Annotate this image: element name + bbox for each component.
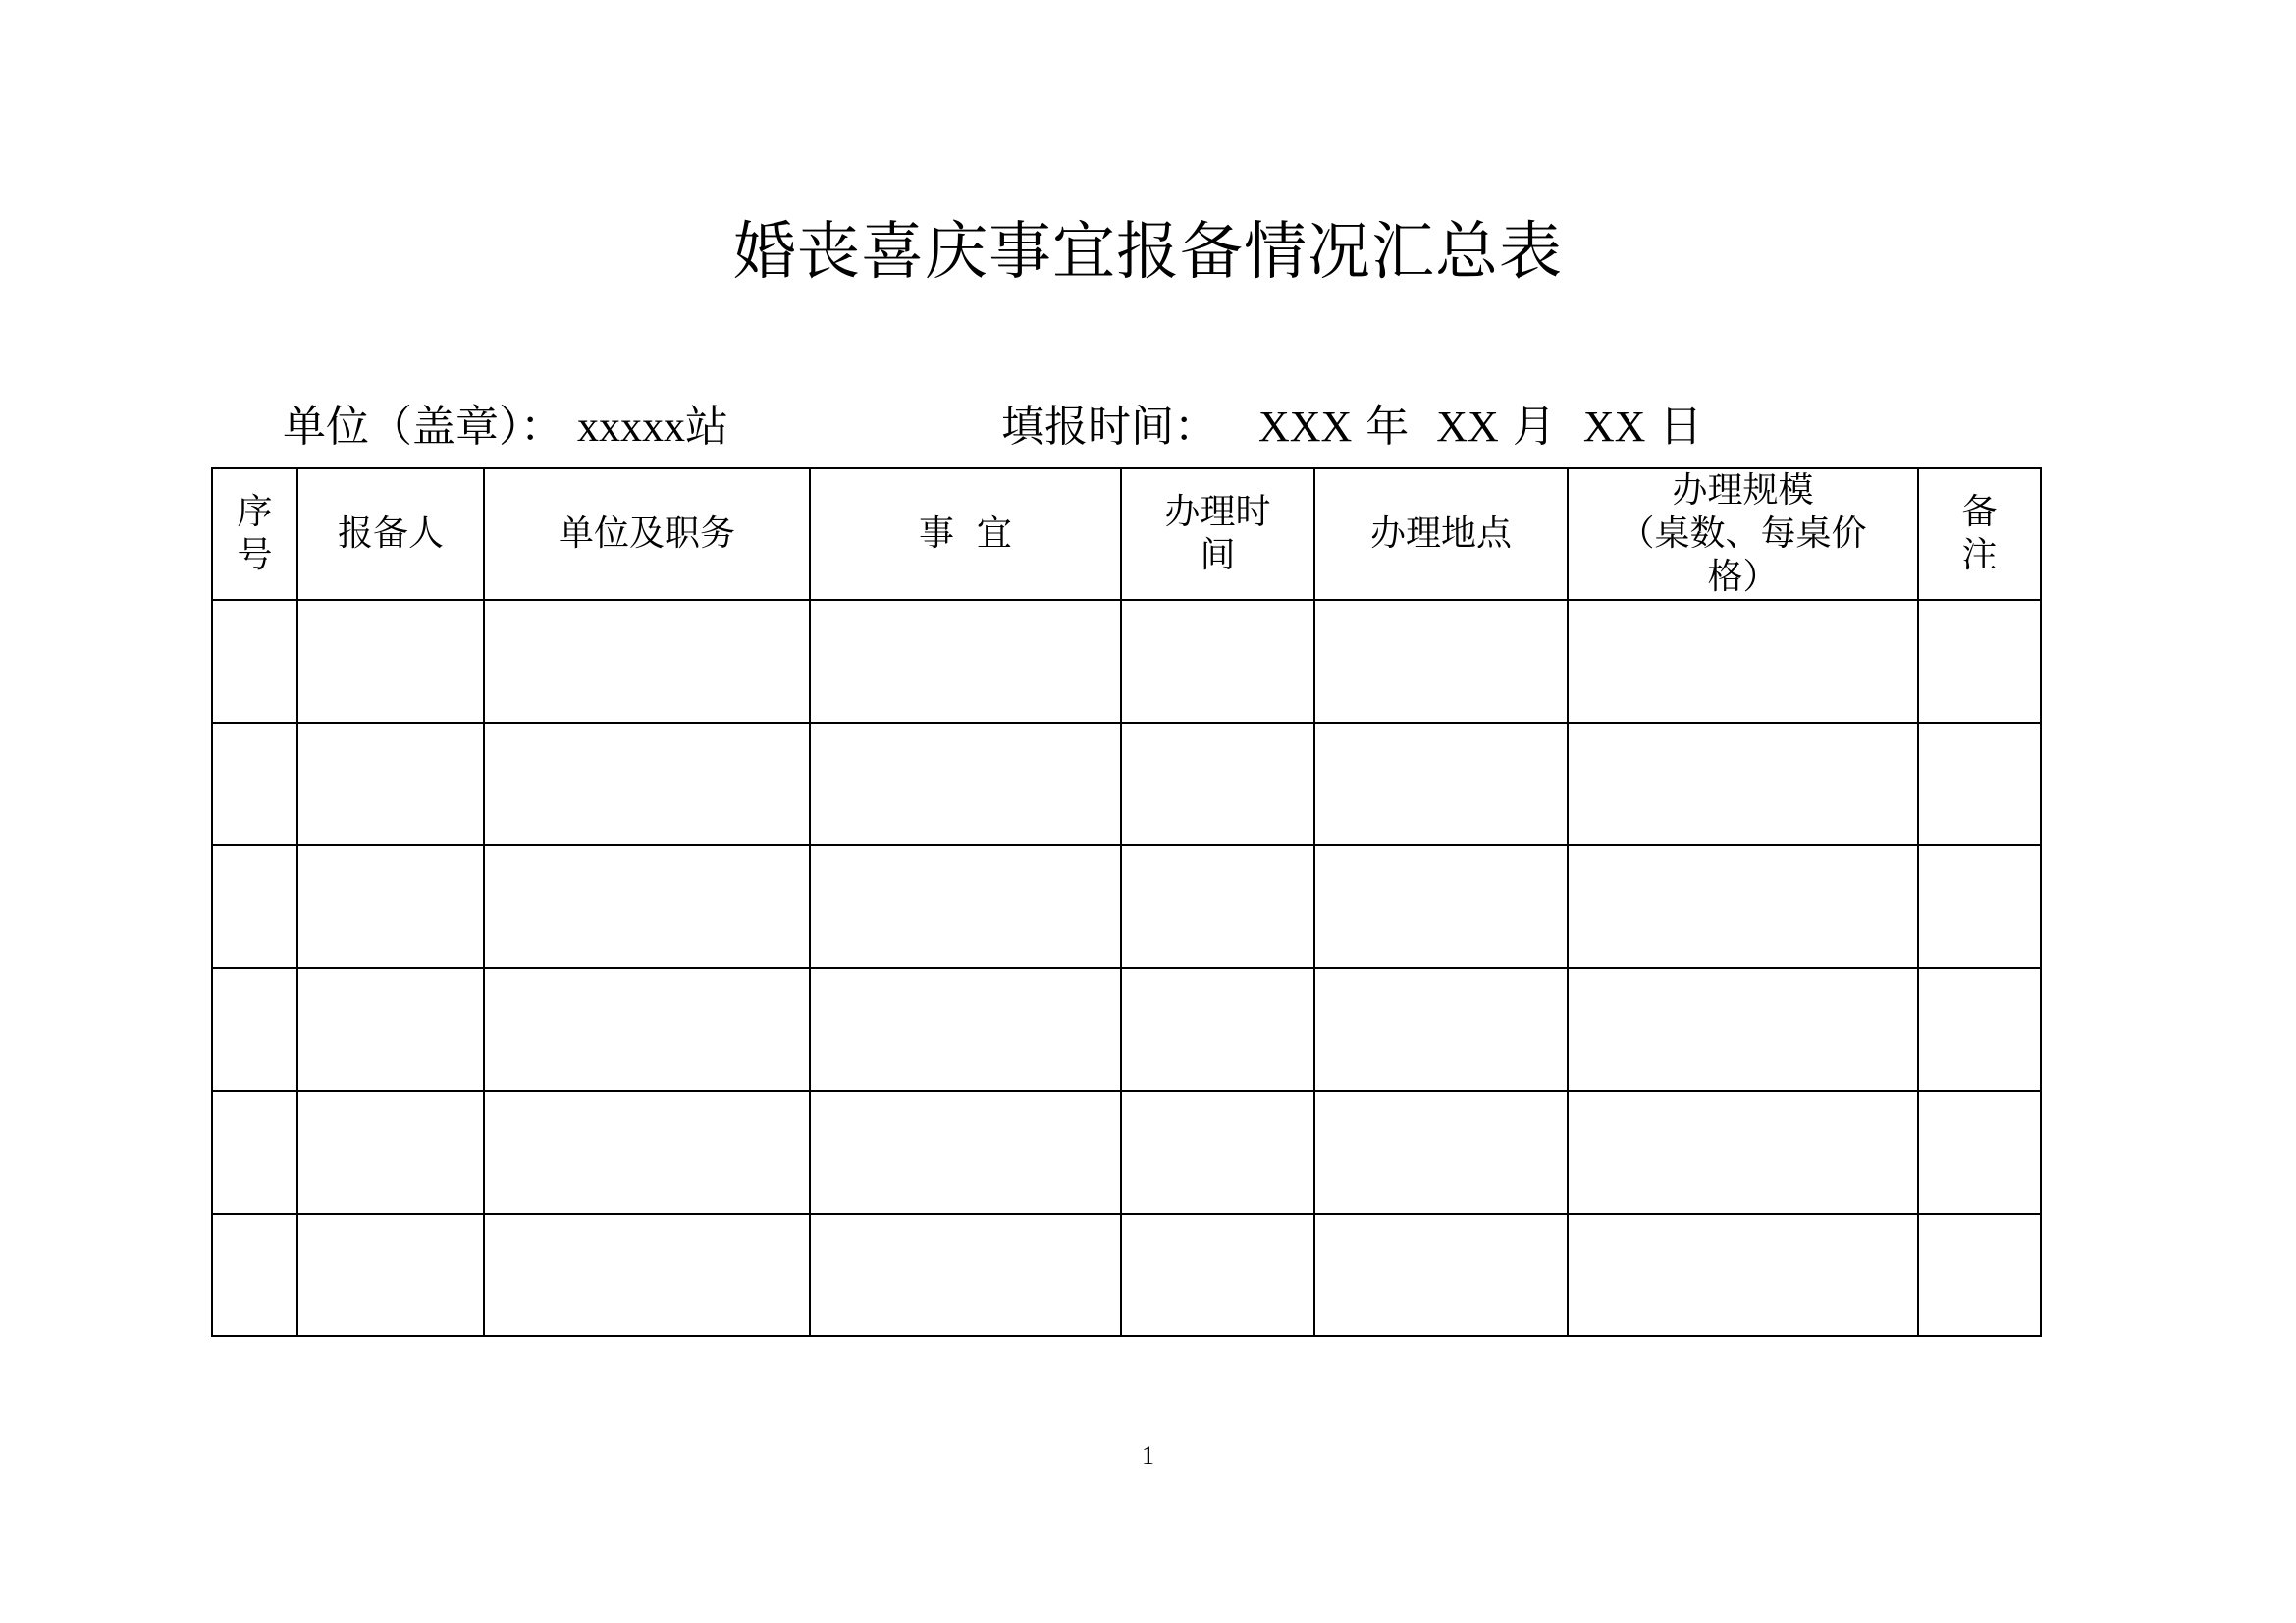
cell-matter[interactable] [810,1214,1121,1336]
cell-scale[interactable] [1568,600,1918,723]
unit-value: xxxxx站 [577,403,728,451]
cell-time[interactable] [1121,1214,1314,1336]
cell-reporter[interactable] [297,1214,484,1336]
cell-scale[interactable] [1568,968,1918,1091]
header-reporter: 报备人 [297,468,484,600]
header-scale [1568,468,1918,600]
cell-seq[interactable] [212,968,297,1091]
cell-reporter[interactable] [297,600,484,723]
cell-seq[interactable] [212,845,297,968]
cell-scale[interactable] [1568,1091,1918,1214]
cell-unit-position[interactable] [484,968,810,1091]
cell-place[interactable] [1314,845,1568,968]
cell-scale[interactable] [1568,1214,1918,1336]
cell-remark[interactable] [1918,845,2041,968]
unit-label: 单位（盖章）： [283,402,563,452]
cell-seq[interactable] [212,600,297,723]
cell-seq[interactable] [212,723,297,845]
header-time [1121,468,1314,600]
cell-reporter[interactable] [297,723,484,845]
cell-remark[interactable] [1918,1091,2041,1214]
cell-matter[interactable] [810,1091,1121,1214]
header-seq-line: 号 [237,535,273,575]
unit-line [283,393,728,461]
cell-matter[interactable] [810,845,1121,968]
cell-scale[interactable] [1568,845,1918,968]
header-scale-line: 格） [1707,557,1779,597]
header-remark-line: 注 [1961,535,1998,575]
table-row [212,1214,2041,1336]
cell-remark[interactable] [1918,723,2041,845]
day-unit: 日 [1659,402,1703,452]
page-title: 婚丧喜庆事宜报备情况汇总表 [733,216,1563,289]
cell-place[interactable] [1314,1091,1568,1214]
report-time-label: 填报时间： [1001,402,1217,452]
header-seq-line: 序 [237,492,273,532]
cell-remark[interactable] [1918,600,2041,723]
cell-time[interactable] [1121,845,1314,968]
cell-unit-position[interactable] [484,845,810,968]
cell-time[interactable] [1121,723,1314,845]
cell-place[interactable] [1314,1214,1568,1336]
page-number: 1 [1142,1441,1154,1470]
month-unit: 月 [1512,402,1556,452]
report-table [211,467,2042,1337]
table-row [212,968,2041,1091]
year-unit: 年 [1365,402,1410,452]
report-time-line [1001,393,1702,461]
cell-unit-position[interactable] [484,723,810,845]
cell-time[interactable] [1121,600,1314,723]
day-value: XX [1582,403,1646,451]
table-row [212,845,2041,968]
table-row [212,1091,2041,1214]
cell-seq[interactable] [212,1214,297,1336]
cell-matter[interactable] [810,723,1121,845]
header-scale-line: （桌数、每桌价 [1619,514,1867,554]
table-row [212,600,2041,723]
cell-unit-position[interactable] [484,1214,810,1336]
cell-reporter[interactable] [297,1091,484,1214]
cell-unit-position[interactable] [484,600,810,723]
cell-seq[interactable] [212,1091,297,1214]
cell-time[interactable] [1121,1091,1314,1214]
header-time-line: 间 [1200,535,1236,575]
cell-scale[interactable] [1568,723,1918,845]
cell-place[interactable] [1314,968,1568,1091]
cell-place[interactable] [1314,723,1568,845]
header-remark-line: 备 [1961,492,1998,532]
cell-place[interactable] [1314,600,1568,723]
cell-reporter[interactable] [297,968,484,1091]
header-row [212,468,2041,600]
header-place: 办理地点 [1314,468,1568,600]
cell-matter[interactable] [810,968,1121,1091]
cell-reporter[interactable] [297,845,484,968]
cell-matter[interactable] [810,600,1121,723]
header-time-line: 办理时 [1164,492,1271,532]
cell-unit-position[interactable] [484,1091,810,1214]
cell-remark[interactable] [1918,1214,2041,1336]
header-remark [1918,468,2041,600]
header-seq [212,468,297,600]
year-value: XXX [1257,403,1353,451]
cell-remark[interactable] [1918,968,2041,1091]
header-matter: 事 宜 [810,468,1121,600]
header-scale-line: 办理规模 [1672,470,1814,511]
header-unit-position: 单位及职务 [484,468,810,600]
table-row [212,723,2041,845]
cell-time[interactable] [1121,968,1314,1091]
month-value: XX [1436,403,1499,451]
